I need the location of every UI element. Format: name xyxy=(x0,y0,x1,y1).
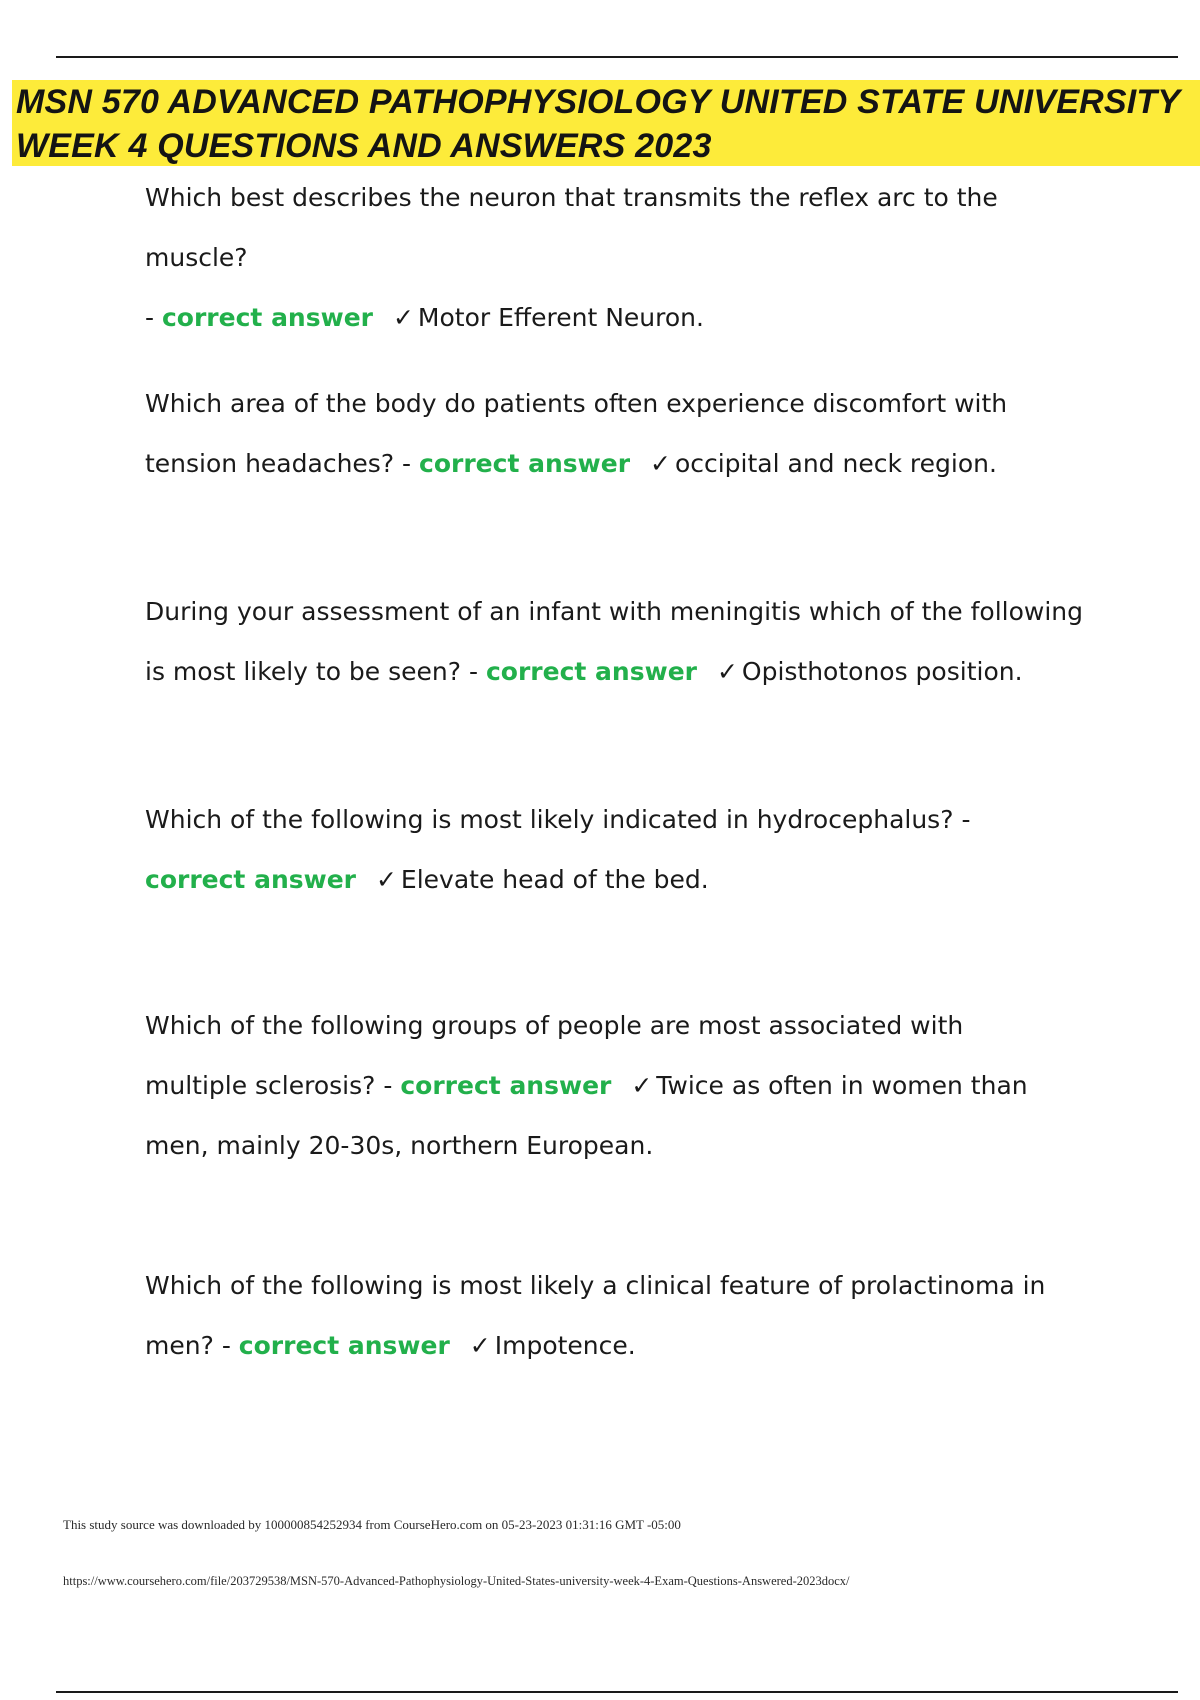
question-text: During your assessment of an infant with meningitis which of the following is most likely to be seen? xyxy=(145,597,1084,686)
title-highlight-band xyxy=(12,80,1200,166)
separator: - xyxy=(468,657,479,686)
correct-answer-label: correct answer xyxy=(400,1071,612,1100)
separator: - xyxy=(383,1071,393,1100)
answer-text: Elevate head of the bed. xyxy=(400,865,709,894)
question-text: Which of the following groups of people are most associated with multiple sclerosis? xyxy=(145,1011,964,1100)
answer-text: occipital and neck region. xyxy=(674,449,997,478)
bottom-divider xyxy=(56,1691,1178,1693)
separator: - xyxy=(402,449,412,478)
answer-text: Impotence. xyxy=(494,1331,636,1360)
checkmark-icon: ✓ xyxy=(631,1071,653,1100)
answer-text: Opisthotonos position. xyxy=(741,657,1023,686)
top-divider xyxy=(56,56,1178,58)
answer-text: Twice as often in women than men, mainly 20-30s, northern European. xyxy=(145,1071,1028,1160)
correct-answer-label: correct answer xyxy=(485,657,697,686)
checkmark-icon: ✓ xyxy=(392,303,414,332)
checkmark-icon: ✓ xyxy=(650,449,671,478)
qa-item xyxy=(145,790,1065,910)
qa-item xyxy=(145,374,1025,494)
separator: - xyxy=(221,1331,231,1360)
checkmark-icon: ✓ xyxy=(375,865,397,894)
correct-answer-label: correct answer xyxy=(238,1331,450,1360)
qa-item xyxy=(145,996,1065,1176)
document-title: MSN 570 ADVANCED PATHOPHYSIOLOGY UNITED STATE UNIVERSITY WEEK 4 QUESTIONS AND ANSWERS 2023 xyxy=(16,83,1180,165)
qa-item xyxy=(145,582,1095,702)
correct-answer-label: correct answer xyxy=(145,865,357,894)
correct-answer-label: correct answer xyxy=(161,303,373,332)
download-notice: This study source was downloaded by 100000854252934 from CourseHero.com on 05-23-2023 01:31:16 GMT -05:00 xyxy=(63,1517,681,1532)
question-text: Which of the following is most likely a clinical feature of prolactinoma in men? xyxy=(145,1271,1046,1360)
question-text: Which of the following is most likely indicated in hydrocephalus? xyxy=(145,805,954,834)
qa-item xyxy=(145,168,1095,348)
checkmark-icon: ✓ xyxy=(469,1331,491,1360)
question-text: Which area of the body do patients often experience discomfort with tension headaches? xyxy=(145,389,1008,478)
separator: - xyxy=(961,805,971,834)
source-url[interactable]: https://www.coursehero.com/file/203729538/MSN-570-Advanced-Pathophysiology-United-States-university-week-4-Exam-Questions-Answered-2023docx/ xyxy=(63,1574,850,1588)
question-text: Which best describes the neuron that transmits the reflex arc to the muscle? xyxy=(145,183,998,272)
checkmark-icon: ✓ xyxy=(716,657,738,686)
correct-answer-label: correct answer xyxy=(419,449,631,478)
qa-item xyxy=(145,1256,1065,1376)
answer-text: Motor Efferent Neuron. xyxy=(417,303,704,332)
separator: - xyxy=(145,303,155,332)
